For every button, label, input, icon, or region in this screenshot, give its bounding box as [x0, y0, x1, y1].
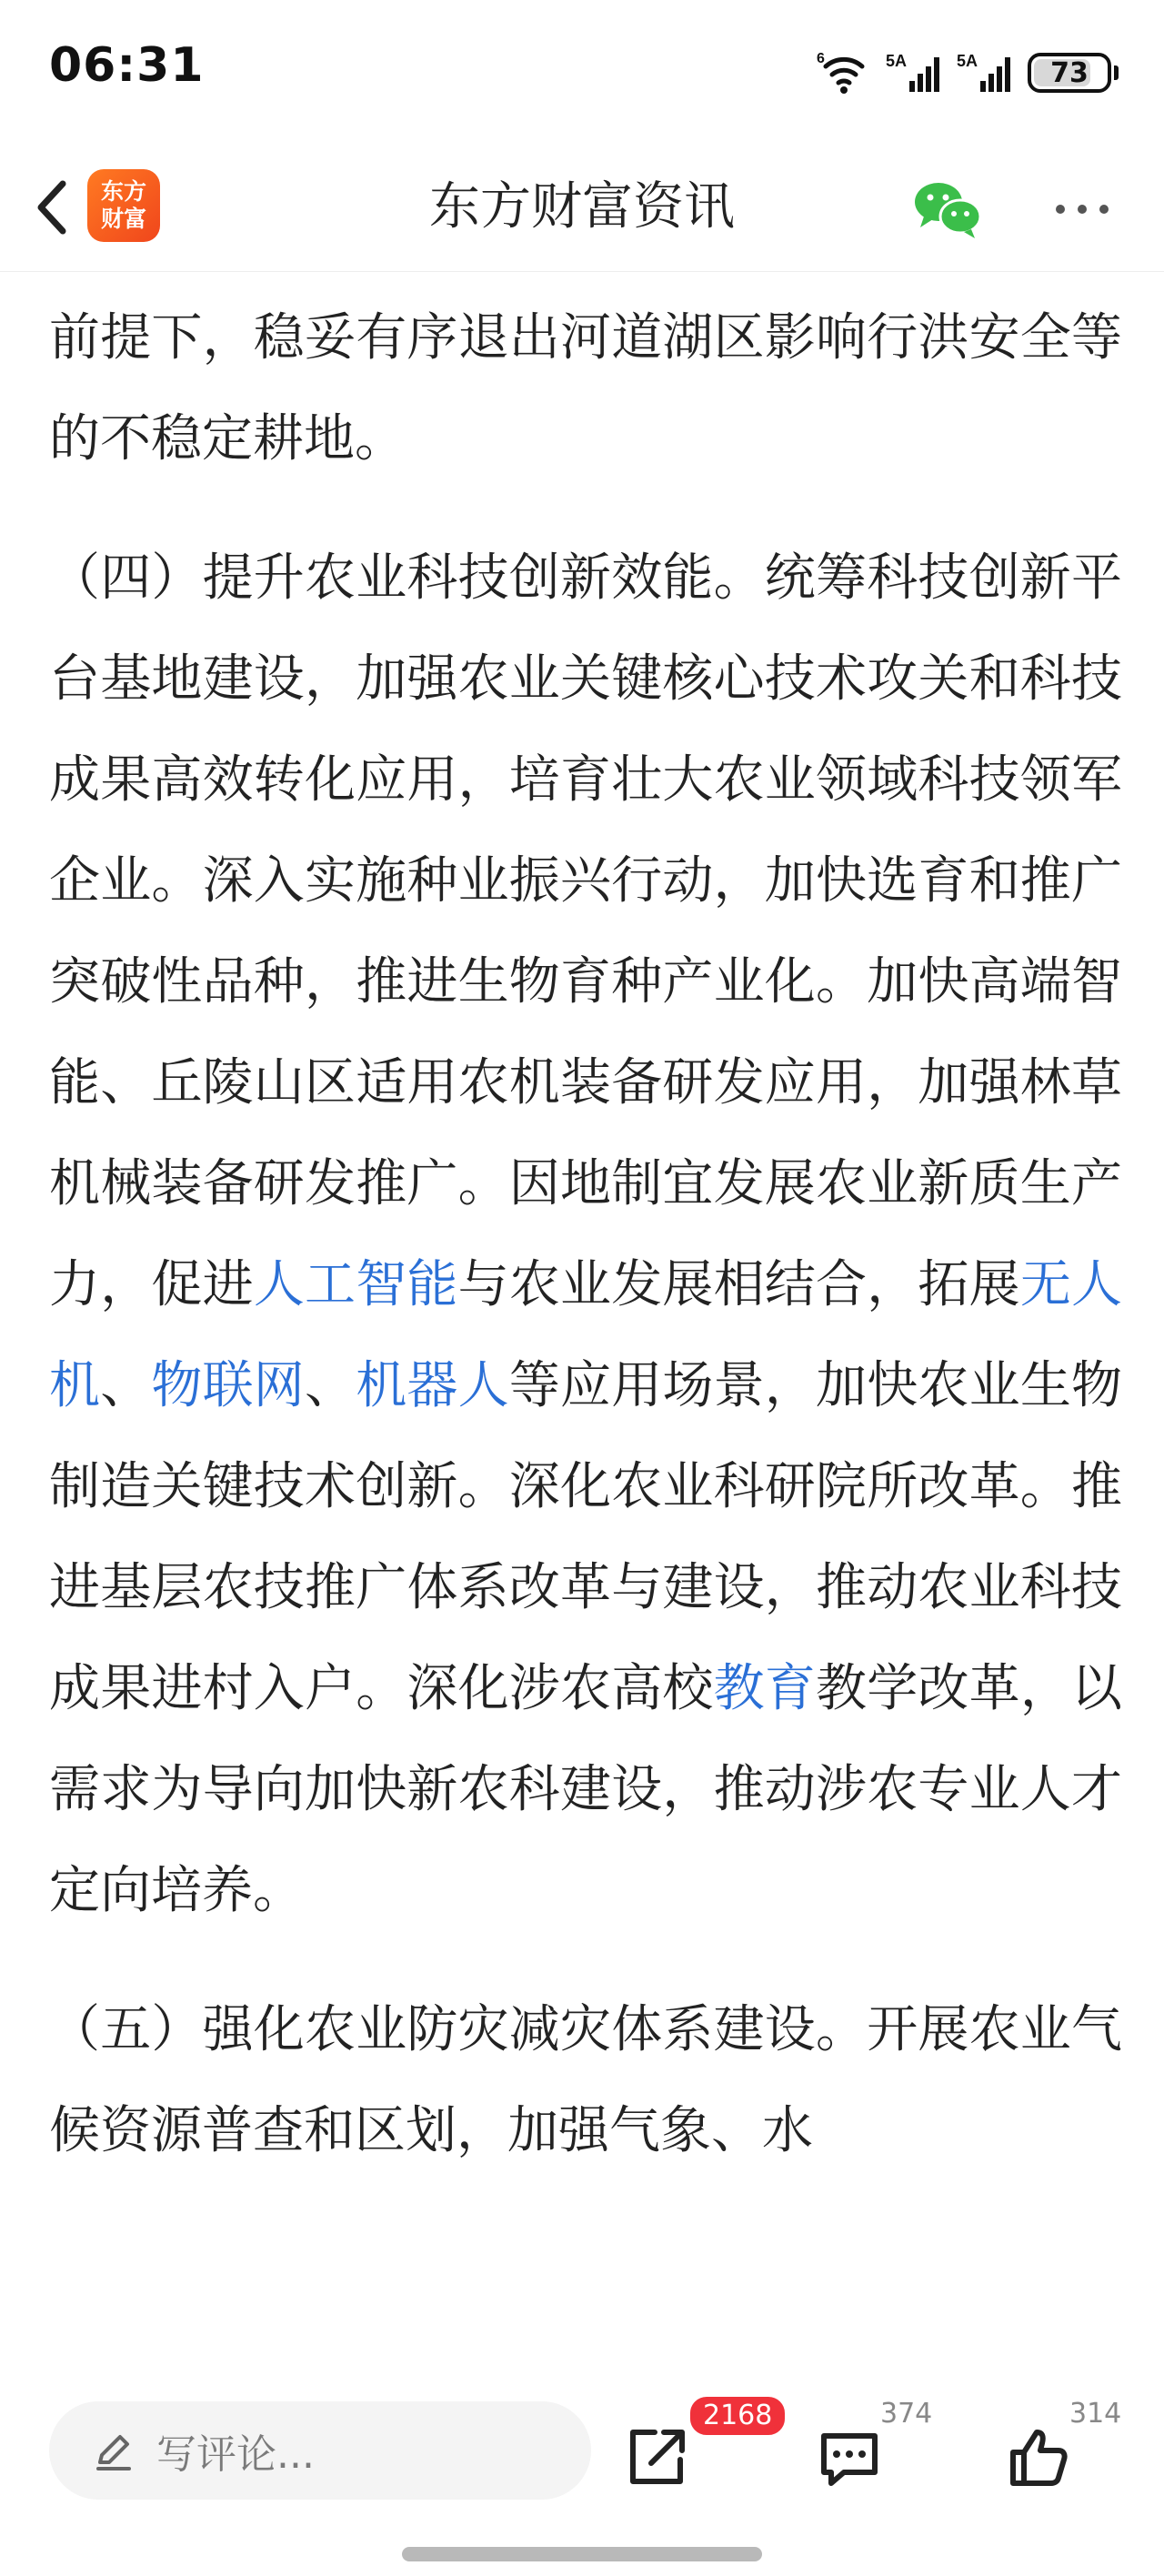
share-count-badge: 2168: [687, 2394, 788, 2438]
like-count: 314: [1069, 2398, 1122, 2430]
paragraph-2-text-2: 与农业发展相结合，拓展: [457, 1255, 1020, 1314]
nav-bar: [0, 146, 1164, 272]
wechat-share-button[interactable]: [909, 173, 988, 246]
comments-button[interactable]: [817, 2398, 933, 2500]
comment-input[interactable]: [49, 2401, 591, 2500]
network-label-2: 5A: [957, 52, 978, 70]
paragraph-2-text-1: （四）提升农业科技创新效能。统筹科技创新平台基地建设，加强农业关键核心技术攻关和科技成果高效转化应用，培育壮大农业领域科技领军企业。深入实施种业振兴行动，加快选育和推广突破性品种，推进生物育种产业化。加快高端智能、丘陵山区适用农机装备研发应用，加强林草机械装备研发推广。因地制宜发展农业新质生产力，促进: [49, 548, 1122, 1314]
paragraph-3: （五）强化农业防灾减灾体系建设。开展农业气候资源普查和区划，加强气象、水: [49, 2000, 1122, 2160]
thumbs-up-icon: [1006, 2425, 1071, 2490]
keyword-link-ai[interactable]: 人工智能: [253, 1255, 458, 1314]
more-dots-icon: [1046, 182, 1119, 236]
battery-tip: [1114, 65, 1119, 80]
keyword-link-iot[interactable]: 物联网: [151, 1356, 306, 1415]
battery-icon: [1028, 53, 1111, 93]
page-title: 东方财富资讯: [429, 177, 735, 236]
status-time: 06:31: [49, 38, 205, 93]
share-button[interactable]: [624, 2400, 773, 2500]
wifi-6-icon: [817, 50, 871, 96]
pencil-icon: [91, 2428, 136, 2473]
keyword-link-drone[interactable]: 无人机: [49, 1255, 1122, 1415]
home-indicator[interactable]: [402, 2547, 762, 2561]
paragraph-1: 前提下，稳妥有序退出河道湖区影响行洪安全等的不稳定耕地。: [49, 308, 1122, 468]
wechat-icon: [909, 173, 988, 246]
bottom-fade: [0, 2329, 1164, 2383]
paragraph-2-text-5: 等应用场景，加快农业生物制造关键技术创新。深化农业科研院所改革。推进基层农技推广体系改革与建设，推动农业科技成果进村入户。深化涉农高校: [49, 1356, 1122, 1718]
status-bar: [0, 0, 1164, 146]
paragraph-2-text-3: 、: [100, 1356, 152, 1415]
logo-line-2: 财富: [100, 206, 146, 232]
more-button[interactable]: [1046, 182, 1119, 236]
bottom-action-bar: [0, 2381, 1164, 2576]
signal-icon-2: [957, 50, 1013, 96]
paragraph-2: [49, 528, 1122, 1941]
like-button[interactable]: [1006, 2398, 1122, 2500]
keyword-link-robot[interactable]: 机器人: [356, 1356, 509, 1415]
comment-count: 374: [880, 2398, 933, 2430]
status-icons: [817, 47, 1119, 98]
signal-icon: [886, 50, 942, 96]
article-body: [49, 273, 1122, 2383]
battery-level: 73: [1050, 56, 1089, 89]
share-icon: [624, 2425, 689, 2490]
svg-text:6: 6: [817, 51, 825, 66]
keyword-link-education[interactable]: 教育: [713, 1659, 817, 1718]
network-label-1: 5A: [886, 52, 908, 70]
comment-placeholder: 写评论...: [156, 2431, 315, 2478]
paragraph-2-text-4: 、: [305, 1356, 356, 1415]
comment-icon: [817, 2425, 882, 2490]
paragraph-2-text-6: 教学改革，以需求为导向加快新农科建设，推动涉农专业人才定向培养。: [49, 1659, 1122, 1920]
logo-line-1: 东方: [100, 178, 146, 205]
